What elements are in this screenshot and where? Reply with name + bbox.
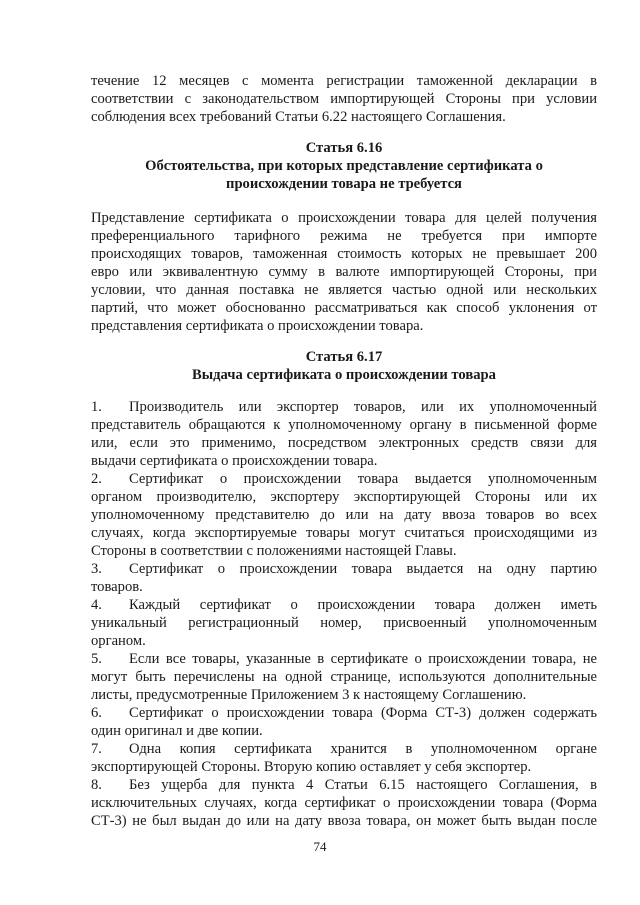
item-number: 7. (91, 741, 102, 757)
text-line: 4. Каждый сертификат о происхождении товара должен иметь (91, 597, 597, 613)
item-number: 5. (91, 651, 102, 667)
text-line: представления сертификата о происхождении товара. (91, 318, 424, 334)
text-line: органом производителю, экспортеру экспортирующей Стороны или их (91, 489, 597, 505)
text-line: происходящих товаров, таможенная стоимость которых не превышает 200 (91, 246, 597, 262)
text-line: 6. Сертификат о происхождении товара (Форма СТ-3) должен содержать (91, 705, 597, 721)
text-line: товаров. (91, 579, 143, 595)
text-line: один оригинал и две копии. (91, 723, 263, 739)
text-line: партий, что может обоснованно рассматриваться как способ уклонения от (91, 300, 597, 316)
list-item (91, 470, 597, 560)
item-number: 8. (91, 777, 102, 793)
article-616-body (91, 209, 597, 335)
article-number: Статья 6.16 (305, 140, 383, 156)
list-item (91, 596, 597, 650)
text-line: экспортирующей Стороны. Вторую копию оставляет у себя экспортер. (91, 759, 532, 775)
text-line: 2. Сертификат о происхождении товара выдается уполномоченным (91, 471, 597, 487)
text-line: 3. Сертификат о происхождении товара выдается на одну партию (91, 561, 597, 577)
text-line: Представление сертификата о происхождении товара для целей получения (91, 210, 597, 226)
text-line: представитель обращаются к уполномоченному органу в письменной форме (91, 417, 597, 433)
text-line: 1. Производитель или экспортер товаров, или их уполномоченный (91, 399, 597, 415)
list-item (91, 560, 597, 596)
text-line: 7. Одна копия сертификата хранится в уполномоченном органе (91, 741, 597, 757)
list-item (91, 398, 597, 470)
text-line: органом. (91, 633, 146, 649)
text-line: уникальный регистрационный номер, присвоенный уполномоченным (91, 615, 597, 631)
text-line: могут быть перечислены на одной странице, используются дополнительные (91, 669, 597, 685)
text-line: или, если это применимо, посредством электронных средств связи для (91, 435, 597, 451)
text-line: соблюдения всех требований Статьи 6.22 настоящего Соглашения. (91, 109, 506, 125)
item-number: 4. (91, 597, 102, 613)
text-line: исключительных случаях, когда сертификат о происхождении товара (Форма (91, 795, 597, 811)
text-line: 5. Если все товары, указанные в сертификате о происхождении товара, не (91, 651, 597, 667)
text-line: случаях, когда экспортируемые товары могут считаться происходящими из (91, 525, 597, 541)
article-617-body (91, 398, 597, 830)
text-line: СТ-3) не был выдан до или на дату ввоза товара, он может быть выдан после (91, 813, 597, 829)
article-616-heading (91, 139, 597, 193)
article-title: Выдача сертификата о происхождении товара (192, 367, 496, 383)
intro-paragraph (91, 72, 597, 126)
text-line: течение 12 месяцев с момента регистрации таможенной декларации в (91, 73, 597, 89)
list-item (91, 650, 597, 704)
text-line: листы, предусмотренные Приложением 3 к настоящему Соглашению. (91, 687, 527, 703)
text-line: выдачи сертификата о происхождении товара. (91, 453, 378, 469)
page-number: 74 (313, 839, 327, 854)
article-title: происхождении товара не требуется (226, 176, 462, 192)
item-number: 3. (91, 561, 102, 577)
text-line: уполномоченному представителю до или на дату ввоза товаров во всех (91, 507, 597, 523)
article-617-heading (91, 348, 597, 384)
article-number: Статья 6.17 (305, 349, 383, 365)
text-line: условии, что данная поставка не является частью одной или нескольких (91, 282, 597, 298)
text-line: преференциального тарифного режима не требуется при импорте (91, 228, 597, 244)
text-line: евро или эквивалентную сумму в валюте импортирующей Стороны, при (91, 264, 597, 280)
item-number: 6. (91, 705, 102, 721)
list-item (91, 776, 597, 830)
text-line: 8. Без ущерба для пункта 4 Статьи 6.15 настоящего Соглашения, в (91, 777, 597, 793)
article-title: Обстоятельства, при которых представление сертификата о (145, 158, 543, 174)
text-line: соответствии с законодательством импортирующей Стороны при условии (91, 91, 597, 107)
list-item (91, 740, 597, 776)
list-item (91, 704, 597, 740)
text-line: Стороны в соответствии с положениями настоящей Главы. (91, 543, 457, 559)
item-number: 1. (91, 399, 102, 415)
item-number: 2. (91, 471, 102, 487)
